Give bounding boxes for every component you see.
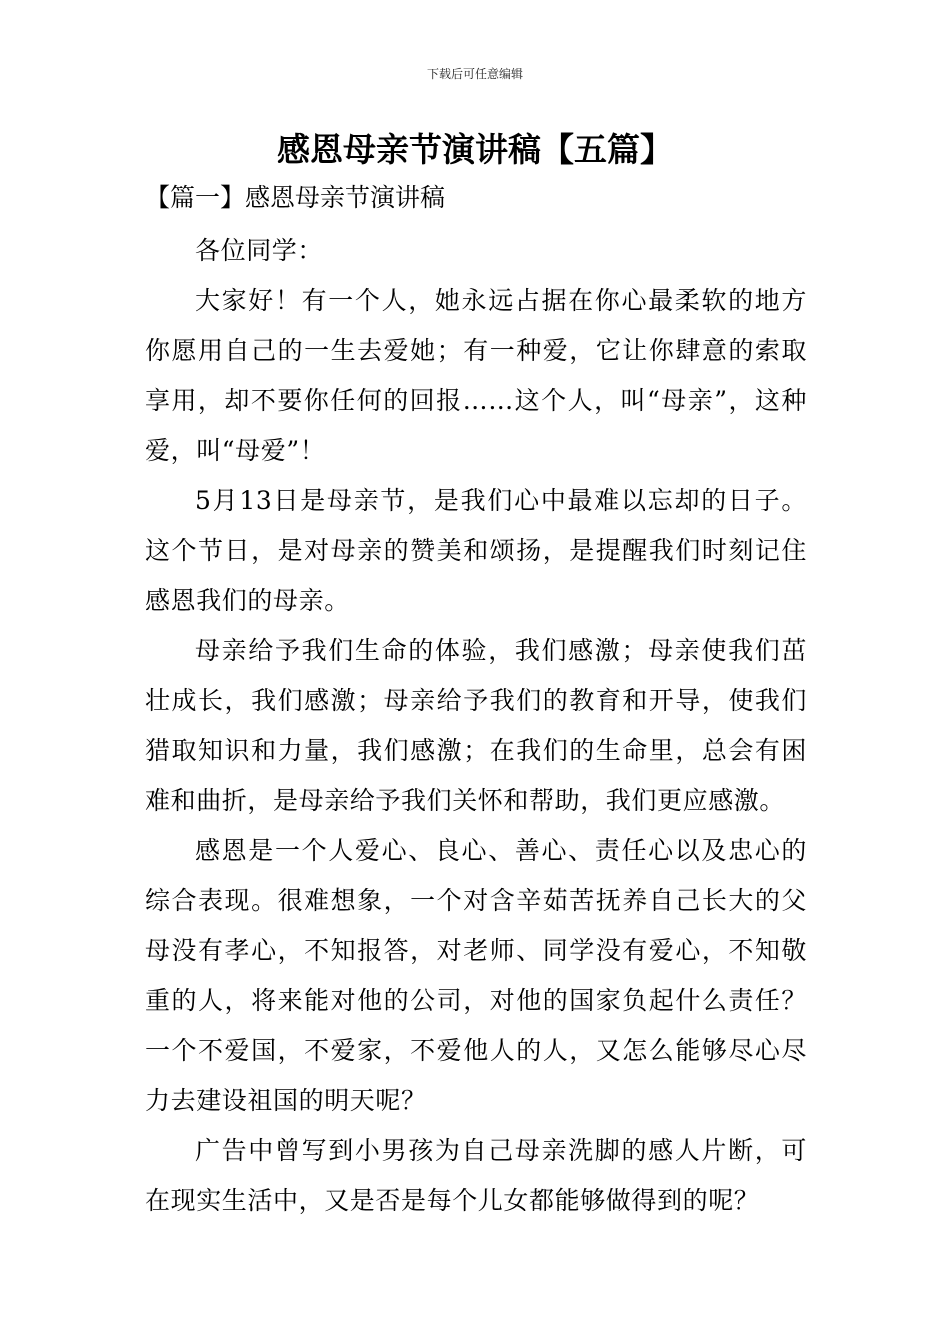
- paragraph: 5月13日是母亲节，是我们心中最难以忘却的日子。这个节日，是对母亲的赞美和颂扬，是提醒我们时刻记住感恩我们的母亲。: [145, 486, 807, 615]
- paragraph: 母亲给予我们生命的体验，我们感激；母亲使我们茁壮成长，我们感激；母亲给予我们的教育和开导，使我们猎取知识和力量，我们感激；在我们的生命里，总会有困难和曲折，是母亲给予我们关怀和帮助，我们更应感激。: [145, 636, 807, 815]
- document-title: 感恩母亲节演讲稿【五篇】: [277, 130, 673, 169]
- paragraph-greeting: 各位同学：: [195, 236, 324, 265]
- paragraph: 大家好！有一个人，她永远占据在你心最柔软的地方你愿用自己的一生去爱她；有一种爱，它让你肆意的索取享用，却不要你任何的回报……这个人，叫“母亲”，这种爱，叫“母爱”！: [145, 286, 807, 465]
- document-body: [145, 226, 807, 1226]
- paragraph: 广告中曾写到小男孩为自己母亲洗脚的感人片断，可在现实生活中，又是否是每个儿女都能够做得到的呢？: [145, 1136, 807, 1215]
- section-heading: 【篇一】感恩母亲节演讲稿: [145, 183, 446, 212]
- header-note: 下载后可任意编辑: [426, 67, 523, 81]
- paragraph: 感恩是一个人爱心、良心、善心、责任心以及忠心的综合表现。很难想象，一个对含辛茹苦抚养自己长大的父母没有孝心，不知报答，对老师、同学没有爱心，不知敬重的人，将来能对他的公司，对他的国家负起什么责任？一个不爱国，不爱家，不爱他人的人，又怎么能够尽心尽力去建设祖国的明天呢？: [145, 836, 807, 1115]
